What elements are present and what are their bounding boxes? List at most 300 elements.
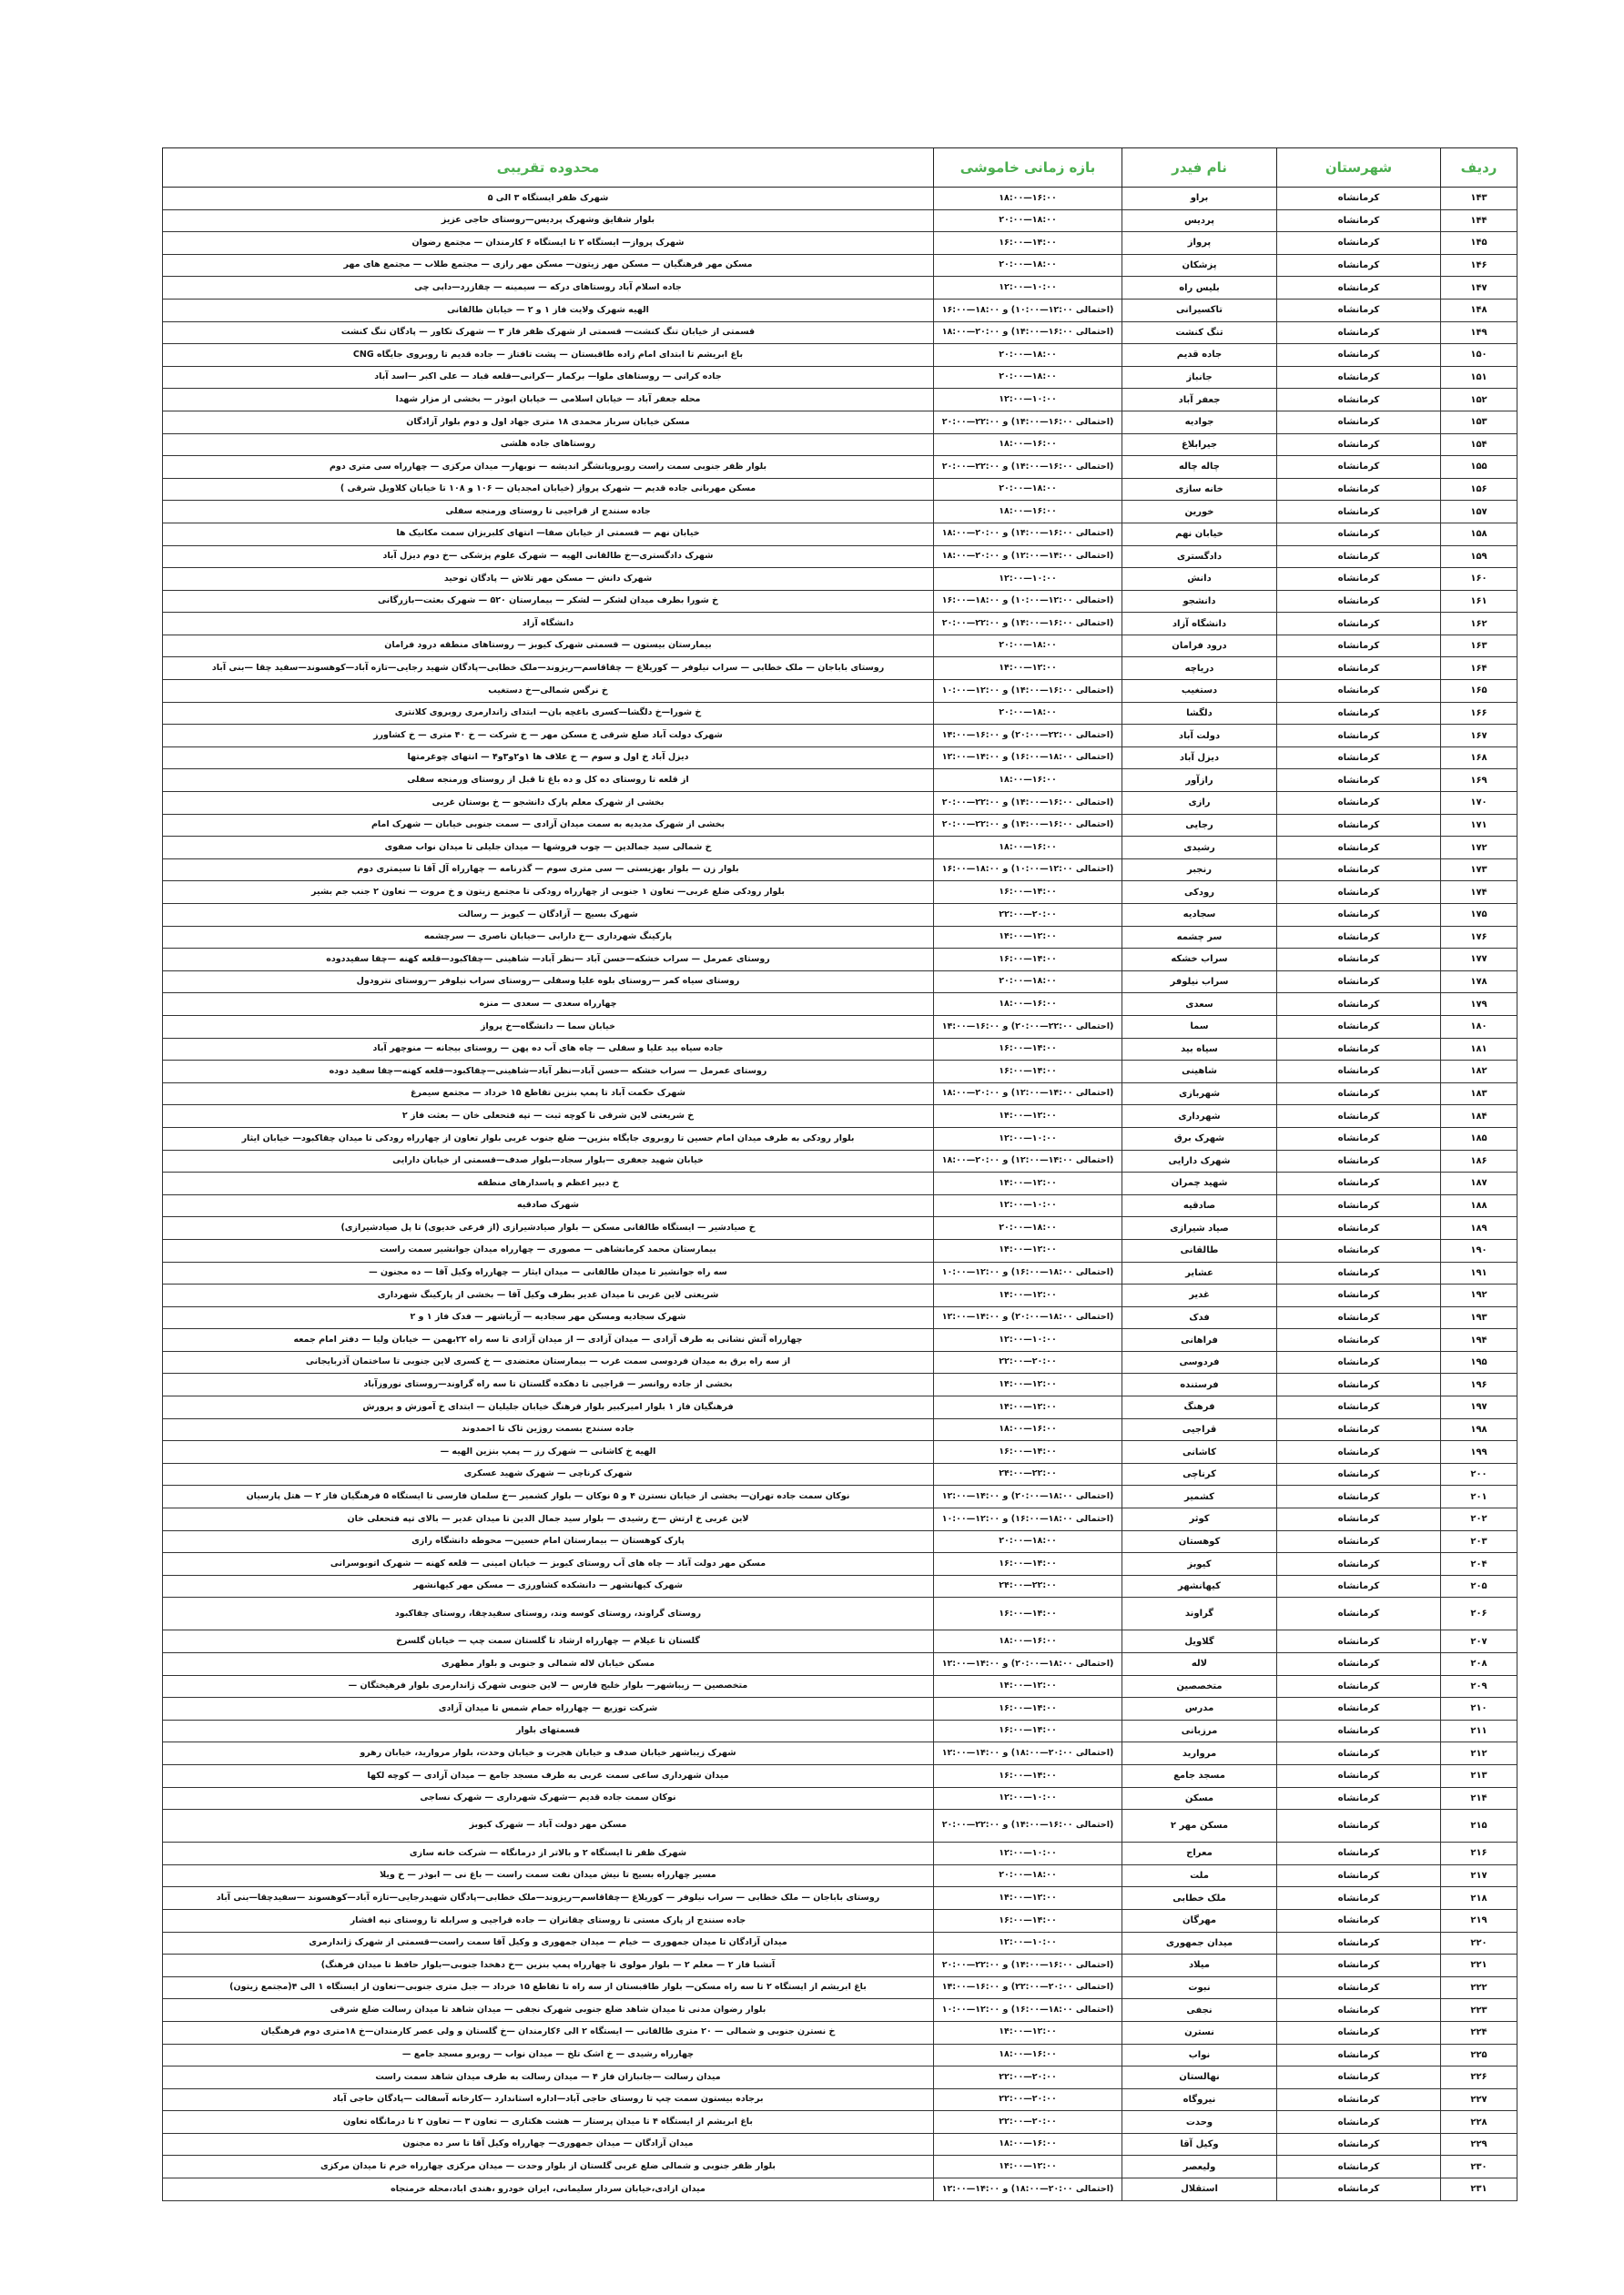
outage-window-cell: (احتمالی ۱۸:۰۰—۲۰:۰۰) و ۱۴:۰۰—۱۲:۰۰ (934, 1653, 1122, 1676)
area-cell: باغ ابریشم تا ابتدای امام زاده طاقبستان — پشت تافتاز — جاده قدیم تا روبروی جایگاه CNG (163, 344, 934, 367)
row-number-cell: ۱۹۳ (1441, 1306, 1517, 1329)
outage-window-cell: ۱۲:۰۰—۱۴:۰۰ (934, 926, 1122, 949)
city-cell: کرمانشاه (1277, 568, 1441, 591)
row-number-cell: ۲۰۴ (1441, 1553, 1517, 1576)
area-cell: متخصصین — زیباشهر— بلوار خلیج فارس — لاین جنوبی شهرک ژاندارمری بلوار فرهیختگان — (163, 1675, 934, 1698)
row-number-cell: ۱۷۷ (1441, 949, 1517, 971)
row-number-cell: ۲۲۰ (1441, 1932, 1517, 1955)
area-cell: شهرک ظفر ایستگاه ۳ الی ۵ (163, 188, 934, 210)
outage-window-cell: (احتمالی ۲۰:۰۰—۲۲:۰۰) و ۱۶:۰۰—۱۴:۰۰ (934, 1976, 1122, 1999)
row-number-cell: ۲۰۲ (1441, 1508, 1517, 1531)
city-cell: کرمانشاه (1277, 501, 1441, 523)
feeder-cell: شاهینی (1122, 1061, 1277, 1083)
area-cell: روستاهای جاده هلشی (163, 433, 934, 456)
city-cell: کرمانشاه (1277, 1396, 1441, 1419)
area-cell: جاده سنندج از پارک مستی تا روستای چقانران — جاده قراجیی و سرابله تا روستای نیه افشار (163, 1909, 934, 1932)
table-row (163, 568, 1517, 591)
area-cell: چهارراه آتش نشانی به طرف آزادی — میدان آزادی — از میدان آزادی تا سه راه ۲۲بهمن — خیابان ولیا — دفتر امام جمعه (163, 1329, 934, 1352)
area-cell: خیابان نهم — قسمتی از خیابان صفا— انتهای کلبریزان سمت مکانیک ها (163, 523, 934, 545)
outage-window-cell: (احتمالی ۱۶:۰۰—۱۴:۰۰) و ۲۲:۰۰—۲۰:۰۰ (934, 456, 1122, 479)
feeder-cell: غدیر (1122, 1285, 1277, 1307)
city-cell: کرمانشاه (1277, 1082, 1441, 1105)
outage-window-cell: ۲۰:۰۰—۲۲:۰۰ (934, 1351, 1122, 1374)
area-cell: خ شورا بطرف میدان لشکر — لشکر — بیمارستان ۵۲۰ — شهرک بعثت—بازرگانی (163, 590, 934, 613)
city-cell: کرمانشاه (1277, 254, 1441, 277)
area-cell: بلوار رودکی به طرف میدان امام حسین تا روبروی جایگاه بنزین— ضلع جنوب غربی بلوار تعاون از چهارراه رودکی تا میدان چقاکبود— خیابان ایثار (163, 1127, 934, 1150)
outage-window-cell: (احتمالی ۱۶:۰۰—۱۴:۰۰) و ۲۲:۰۰—۲۰:۰۰ (934, 792, 1122, 815)
area-cell: میدان آزادگان تا میدان جمهوری — خیام — میدان جمهوری و وکیل آقا سمت راست—قسمتی از شهرک ژاندارمری (163, 1932, 934, 1955)
outage-window-cell: ۱۰:۰۰—۱۲:۰۰ (934, 1843, 1122, 1865)
table-row (163, 970, 1517, 993)
city-cell: کرمانشاه (1277, 1329, 1441, 1352)
table-row (163, 814, 1517, 837)
row-number-cell: ۱۷۶ (1441, 926, 1517, 949)
table-row (163, 232, 1517, 255)
table-row (163, 1061, 1517, 1083)
city-cell: کرمانشاه (1277, 837, 1441, 859)
outage-window-cell: (احتمالی ۱۴:۰۰—۱۲:۰۰) و ۲۰:۰۰—۱۸:۰۰ (934, 545, 1122, 568)
outage-window-cell: ۱۸:۰۰—۲۰:۰۰ (934, 478, 1122, 501)
feeder-cell: صیاد شیرازی (1122, 1217, 1277, 1240)
city-cell: کرمانشاه (1277, 1262, 1441, 1285)
outage-window-cell: ۱۸:۰۰—۲۰:۰۰ (934, 254, 1122, 277)
feeder-cell: معراج (1122, 1843, 1277, 1865)
area-cell: نوکان سمت جاده تهران— بخشی از خیابان نسترن ۴ و ۵ نوکان — بلوار کشمیر —خ سلمان فارسی تا ایستگاه ۵ فرهنگیان فاز ۲ — هتل پارسیان (163, 1486, 934, 1508)
city-cell: کرمانشاه (1277, 523, 1441, 545)
area-cell: خ نسترن جنوبی و شمالی — ۲۰ متری طالقانی — ایستگاه ۲ الی ۶کارمندان —خ گلستان و ولی عصر کارمندان—خ ۱۸متری دوم فرهنگیان (163, 2021, 934, 2044)
row-number-cell: ۱۵۰ (1441, 344, 1517, 367)
feeder-cell: رنجبر (1122, 858, 1277, 881)
area-cell: قسمتی از خیابان تنگ کنشت— قسمتی از شهرک ظفر فاز ۳ — شهرک تکاور — پادگان تنگ کنشت (163, 321, 934, 344)
outage-schedule-table (162, 147, 1517, 2201)
table-row (163, 1553, 1517, 1576)
table-row (163, 1239, 1517, 1262)
area-cell: خ شریعتی لاین شرقی تا کوچه ثبت — تپه فتحعلی خان — بعثت فاز ۲ (163, 1105, 934, 1128)
feeder-cell: رازآور (1122, 769, 1277, 792)
outage-window-cell: ۱۸:۰۰—۲۰:۰۰ (934, 1530, 1122, 1553)
area-cell: خ صیادشیر — ایستگاه طالقانی مسکن — بلوار صیادشیرازی (از فرعی خدیوی) تا پل صیادشیرازی) (163, 1217, 934, 1240)
table-row (163, 1508, 1517, 1531)
area-cell: الهیه شهرک ولایت فاز ۱ و ۲ — خیابان طالقانی (163, 299, 934, 321)
table-row (163, 344, 1517, 367)
feeder-cell: قراجیی (1122, 1418, 1277, 1441)
city-cell: کرمانشاه (1277, 635, 1441, 657)
city-cell: کرمانشاه (1277, 2044, 1441, 2067)
outage-window-cell: ۱۰:۰۰—۱۲:۰۰ (934, 1787, 1122, 1810)
feeder-cell: دانش (1122, 568, 1277, 591)
feeder-cell: خیابان نهم (1122, 523, 1277, 545)
row-number-cell: ۲۰۰ (1441, 1463, 1517, 1486)
feeder-cell: شهرداری (1122, 1105, 1277, 1128)
city-cell: کرمانشاه (1277, 1351, 1441, 1374)
city-cell: کرمانشاه (1277, 702, 1441, 725)
city-cell: کرمانشاه (1277, 1720, 1441, 1742)
area-cell: روستای عمرمل — سراب خشکه —حسن آباد—نظر آباد—شاهینی—چقاکبود—قلعه کهنه—چقا سفید دوده (163, 1061, 934, 1083)
outage-window-cell: (احتمالی ۱۶:۰۰—۱۴:۰۰) و ۲۲:۰۰—۲۰:۰۰ (934, 411, 1122, 433)
city-cell: کرمانشاه (1277, 590, 1441, 613)
city-cell: کرمانشاه (1277, 1508, 1441, 1531)
outage-window-cell: ۱۸:۰۰—۲۰:۰۰ (934, 344, 1122, 367)
outage-window-cell: ۱۸:۰۰—۲۰:۰۰ (934, 1864, 1122, 1887)
outage-window-cell: ۱۰:۰۰—۱۲:۰۰ (934, 1329, 1122, 1352)
row-number-cell: ۱۵۶ (1441, 478, 1517, 501)
city-cell: کرمانشاه (1277, 456, 1441, 479)
outage-window-cell: (احتمالی ۱۴:۰۰—۱۲:۰۰) و ۲۰:۰۰—۱۸:۰۰ (934, 1150, 1122, 1173)
city-cell: کرمانشاه (1277, 1955, 1441, 1977)
table-row (163, 1262, 1517, 1285)
outage-window-cell: (احتمالی ۱۶:۰۰—۱۴:۰۰) و ۱۲:۰۰—۱۰:۰۰ (934, 680, 1122, 703)
outage-window-cell: (احتمالی ۲۲:۰۰—۲۰:۰۰) و ۱۶:۰۰—۱۴:۰۰ (934, 1015, 1122, 1038)
table-row (163, 1530, 1517, 1553)
outage-window-cell: ۱۸:۰۰—۲۰:۰۰ (934, 366, 1122, 389)
city-cell: کرمانشاه (1277, 209, 1441, 232)
row-number-cell: ۲۱۸ (1441, 1887, 1517, 1910)
row-number-cell: ۱۹۸ (1441, 1418, 1517, 1441)
row-number-cell: ۱۷۱ (1441, 814, 1517, 837)
row-number-cell: ۱۵۲ (1441, 389, 1517, 411)
area-cell: خ نرگس شمالی—خ دستغیب (163, 680, 934, 703)
outage-window-cell: ۱۶:۰۰—۱۸:۰۰ (934, 2133, 1122, 2156)
table-row (163, 680, 1517, 703)
city-cell: کرمانشاه (1277, 1038, 1441, 1061)
city-cell: کرمانشاه (1277, 993, 1441, 1016)
city-cell: کرمانشاه (1277, 613, 1441, 635)
area-cell: خیابان شهید جعفری —بلوار سجاد—بلوار صدف—قسمتی از خیابان دارایی (163, 1150, 934, 1173)
table-row (163, 2021, 1517, 2044)
city-cell: کرمانشاه (1277, 344, 1441, 367)
table-row (163, 254, 1517, 277)
feeder-cell: بلیس راه (1122, 277, 1277, 300)
feeder-cell: نواب (1122, 2044, 1277, 2067)
feeder-cell: کوثر (1122, 1508, 1277, 1531)
outage-window-cell: (احتمالی ۱۸:۰۰—۱۶:۰۰) و ۱۲:۰۰—۱۰:۰۰ (934, 1262, 1122, 1285)
row-number-cell: ۱۸۰ (1441, 1015, 1517, 1038)
outage-window-cell: ۱۲:۰۰—۱۴:۰۰ (934, 1887, 1122, 1910)
outage-window-cell: (احتمالی ۲۲:۰۰—۲۰:۰۰) و ۱۶:۰۰—۱۴:۰۰ (934, 725, 1122, 747)
area-cell: چهارراه سعدی — سعدی — منزه (163, 993, 934, 1016)
table-row (163, 2088, 1517, 2111)
area-cell: مسکن مهر دولت آباد — شهرک کیوبز (163, 1810, 934, 1843)
feeder-cell: کاشانی (1122, 1441, 1277, 1464)
row-number-cell: ۱۶۱ (1441, 590, 1517, 613)
table-row (163, 2111, 1517, 2134)
area-cell: روستای سیاه کمر —روستای بلوه علیا وسفلی —روستای سراب نیلوفر —روستای نترودول (163, 970, 934, 993)
outage-window-cell: (احتمالی ۱۸:۰۰—۲۰:۰۰) و ۱۴:۰۰—۱۲:۰۰ (934, 1486, 1122, 1508)
row-number-cell: ۲۰۳ (1441, 1530, 1517, 1553)
table-row (163, 1396, 1517, 1419)
outage-window-cell: ۱۴:۰۰—۱۶:۰۰ (934, 232, 1122, 255)
table-row (163, 366, 1517, 389)
area-cell: شهرک پرواز— ایستگاه ۲ تا ایستگاه ۶ کارمندان — مجتمع رضوان (163, 232, 934, 255)
area-cell: بیمارستان بیستون — قسمتی شهرک کیوبز — روستاهای منطقه درود فرامان (163, 635, 934, 657)
table-row (163, 1976, 1517, 1999)
outage-window-cell: ۱۸:۰۰—۲۰:۰۰ (934, 209, 1122, 232)
feeder-cell: مسجد جامع (1122, 1764, 1277, 1787)
city-cell: کرمانشاه (1277, 1764, 1441, 1787)
table-row (163, 2067, 1517, 2089)
city-cell: کرمانشاه (1277, 1194, 1441, 1217)
row-number-cell: ۱۷۲ (1441, 837, 1517, 859)
outage-window-cell: ۱۰:۰۰—۱۲:۰۰ (934, 568, 1122, 591)
feeder-cell: استقلال (1122, 2178, 1277, 2201)
city-cell: کرمانشاه (1277, 814, 1441, 837)
outage-window-cell: ۱۲:۰۰—۱۴:۰۰ (934, 2021, 1122, 2044)
table-row (163, 1127, 1517, 1150)
area-cell: میدان شهرداری ساعی سمت غربی به طرف مسجد جامع — میدان آزادی — کوچه لکها (163, 1764, 934, 1787)
outage-window-cell: ۱۰:۰۰—۱۲:۰۰ (934, 1127, 1122, 1150)
outage-window-cell: (احتمالی ۱۶:۰۰—۱۴:۰۰) و ۲۰:۰۰—۱۸:۰۰ (934, 321, 1122, 344)
outage-window-cell: ۱۸:۰۰—۲۰:۰۰ (934, 702, 1122, 725)
feeder-cell: پردیس (1122, 209, 1277, 232)
area-cell: جاده سنندج بسمت روژین تاک تا احمدوند (163, 1418, 934, 1441)
feeder-cell: کیوبز (1122, 1553, 1277, 1576)
row-number-cell: ۲۰۹ (1441, 1675, 1517, 1698)
row-number-cell: ۱۷۹ (1441, 993, 1517, 1016)
feeder-cell: جعفر آباد (1122, 389, 1277, 411)
feeder-cell: جیرابلاغ (1122, 433, 1277, 456)
area-cell: الهیه خ کاشانی — شهرک رز — پمپ بنزین الهیه — (163, 1441, 934, 1464)
area-cell: جاده سیاه بید علیا و سفلی — چاه های آب ده پهن — روستای بیجانه — منوچهر آباد (163, 1038, 934, 1061)
city-cell: کرمانشاه (1277, 277, 1441, 300)
outage-window-cell: ۱۰:۰۰—۱۲:۰۰ (934, 277, 1122, 300)
feeder-cell: دلگشا (1122, 702, 1277, 725)
row-number-cell: ۲۳۰ (1441, 2156, 1517, 2178)
row-number-cell: ۲۲۸ (1441, 2111, 1517, 2134)
outage-window-cell: ۱۴:۰۰—۱۶:۰۰ (934, 1553, 1122, 1576)
city-cell: کرمانشاه (1277, 1630, 1441, 1653)
city-cell: کرمانشاه (1277, 188, 1441, 210)
row-number-cell: ۱۵۹ (1441, 545, 1517, 568)
feeder-cell: رودکی (1122, 881, 1277, 904)
row-number-cell: ۲۲۷ (1441, 2088, 1517, 2111)
header-feeder: نام فیدر (1122, 148, 1277, 188)
city-cell: کرمانشاه (1277, 970, 1441, 993)
table-row (163, 1999, 1517, 2022)
area-cell: شهرک بسیج — آزادگان — کیوبز — رسالت (163, 904, 934, 927)
row-number-cell: ۱۹۱ (1441, 1262, 1517, 1285)
city-cell: کرمانشاه (1277, 1864, 1441, 1887)
outage-window-cell: ۱۴:۰۰—۱۶:۰۰ (934, 1061, 1122, 1083)
feeder-cell: کیهانشهر (1122, 1575, 1277, 1598)
table-row (163, 545, 1517, 568)
table-row (163, 1843, 1517, 1865)
city-cell: کرمانشاه (1277, 680, 1441, 703)
row-number-cell: ۲۲۲ (1441, 1976, 1517, 1999)
area-cell: از قلعه تا روستای ده کل و ده باغ تا قبل از روستای ورمنجه سفلی (163, 769, 934, 792)
table-row (163, 926, 1517, 949)
city-cell: کرمانشاه (1277, 1061, 1441, 1083)
city-cell: کرمانشاه (1277, 949, 1441, 971)
row-number-cell: ۱۸۷ (1441, 1173, 1517, 1195)
outage-window-cell: ۱۴:۰۰—۱۶:۰۰ (934, 949, 1122, 971)
outage-window-cell: ۱۰:۰۰—۱۲:۰۰ (934, 389, 1122, 411)
area-cell: روستای گراوند، روستای کوسه وند، روستای سفیدچقا، روستای چقاکبود (163, 1598, 934, 1630)
header-row-number: ردیف (1441, 148, 1517, 188)
city-cell: کرمانشاه (1277, 411, 1441, 433)
outage-window-cell: (احتمالی ۱۶:۰۰—۱۴:۰۰) و ۲۲:۰۰—۲۰:۰۰ (934, 1955, 1122, 1977)
outage-window-cell: ۱۶:۰۰—۱۸:۰۰ (934, 993, 1122, 1016)
outage-window-cell: ۲۰:۰۰—۲۲:۰۰ (934, 2088, 1122, 2111)
feeder-cell: صادقیه (1122, 1194, 1277, 1217)
row-number-cell: ۱۴۶ (1441, 254, 1517, 277)
outage-window-cell: ۱۴:۰۰—۱۶:۰۰ (934, 1698, 1122, 1721)
outage-window-cell: ۱۴:۰۰—۱۶:۰۰ (934, 1598, 1122, 1630)
area-cell: گلستان تا عیلام — چهارراه ارشاد تا گلستان سمت چپ — خیابان گلسرخ (163, 1630, 934, 1653)
feeder-cell: کرناچی (1122, 1463, 1277, 1486)
city-cell: کرمانشاه (1277, 904, 1441, 927)
feeder-cell: تنگ کنشت (1122, 321, 1277, 344)
table-row (163, 1486, 1517, 1508)
table-row (163, 613, 1517, 635)
row-number-cell: ۱۶۷ (1441, 725, 1517, 747)
area-cell: شهرک دانش — مسکن مهر تلاش — پادگان توحید (163, 568, 934, 591)
row-number-cell: ۱۸۶ (1441, 1150, 1517, 1173)
row-number-cell: ۱۵۱ (1441, 366, 1517, 389)
table-row (163, 1575, 1517, 1598)
row-number-cell: ۲۱۱ (1441, 1720, 1517, 1742)
area-cell: روستای باباجان — ملک خطابی — سراب نیلوفر — کوریلاغ —چقاقاسم—ریزوند—ملک خطابی—پادگان شهیدرجایی—تازه آباد—کوهسوند —سفیدچقا—بنی آباد (163, 1887, 934, 1910)
city-cell: کرمانشاه (1277, 2156, 1441, 2178)
outage-window-cell: (احتمالی ۱۶:۰۰—۱۴:۰۰) و ۲۲:۰۰—۲۰:۰۰ (934, 1810, 1122, 1843)
table-row (163, 277, 1517, 300)
table-row (163, 1441, 1517, 1464)
table-row (163, 590, 1517, 613)
table-row (163, 881, 1517, 904)
outage-window-cell: ۱۲:۰۰—۱۴:۰۰ (934, 1396, 1122, 1419)
row-number-cell: ۱۴۴ (1441, 209, 1517, 232)
row-number-cell: ۲۲۳ (1441, 1999, 1517, 2022)
feeder-cell: دریاچه (1122, 657, 1277, 680)
table-row (163, 858, 1517, 881)
outage-window-cell: (احتمالی ۱۶:۰۰—۱۴:۰۰) و ۲۰:۰۰—۱۸:۰۰ (934, 523, 1122, 545)
table-row (163, 1285, 1517, 1307)
table-row (163, 1675, 1517, 1698)
city-cell: کرمانشاه (1277, 2067, 1441, 2089)
city-cell: کرمانشاه (1277, 299, 1441, 321)
city-cell: کرمانشاه (1277, 1698, 1441, 1721)
feeder-cell: خورین (1122, 501, 1277, 523)
outage-window-cell: ۱۶:۰۰—۱۸:۰۰ (934, 188, 1122, 210)
outage-window-cell: (احتمالی ۱۶:۰۰—۱۴:۰۰) و ۲۲:۰۰—۲۰:۰۰ (934, 814, 1122, 837)
city-cell: کرمانشاه (1277, 1553, 1441, 1576)
area-cell: شهرک زیباشهر خیابان صدف و خیابان هجرت و خیابان وحدت، بلوار مروارید، خیابان رهرو (163, 1742, 934, 1765)
outage-window-cell: (احتمالی ۱۸:۰۰—۱۶:۰۰) و ۱۴:۰۰—۱۲:۰۰ (934, 746, 1122, 769)
table-row (163, 321, 1517, 344)
feeder-cell: فراهانی (1122, 1329, 1277, 1352)
city-cell: کرمانشاه (1277, 792, 1441, 815)
area-cell: شهرک دولت آباد ضلع شرقی خ مسکن مهر — خ شرکت — خ ۴۰ متری — خ کشاورز (163, 725, 934, 747)
city-cell: کرمانشاه (1277, 366, 1441, 389)
feeder-cell: لاله (1122, 1653, 1277, 1676)
row-number-cell: ۱۶۸ (1441, 746, 1517, 769)
outage-window-cell: ۱۴:۰۰—۱۶:۰۰ (934, 1720, 1122, 1742)
feeder-cell: نجفی (1122, 1999, 1277, 2022)
area-cell: بلوار ظفر جنوبی و شمالی ضلع غربی گلستان از بلوار وحدت — میدان مرکزی چهارراه خرم تا میدان مرکزی (163, 2156, 934, 2178)
feeder-cell: نسترن (1122, 2021, 1277, 2044)
table-row (163, 1810, 1517, 1843)
outage-window-cell: ۱۶:۰۰—۱۸:۰۰ (934, 1630, 1122, 1653)
feeder-cell: جوادیه (1122, 411, 1277, 433)
row-number-cell: ۲۰۱ (1441, 1486, 1517, 1508)
table-row (163, 433, 1517, 456)
feeder-cell: مسکن (1122, 1787, 1277, 1810)
area-cell: دیزل آباد خ اول و سوم — خ علاف ها ۱و۲و۳و۴ — انتهای چوغرمتها (163, 746, 934, 769)
city-cell: کرمانشاه (1277, 478, 1441, 501)
city-cell: کرمانشاه (1277, 1810, 1441, 1843)
feeder-cell: چاله چاله (1122, 456, 1277, 479)
area-cell: خیابان سما — دانشگاه—خ پرواز (163, 1015, 934, 1038)
city-cell: کرمانشاه (1277, 1932, 1441, 1955)
row-number-cell: ۱۴۵ (1441, 232, 1517, 255)
row-number-cell: ۲۰۶ (1441, 1598, 1517, 1630)
city-cell: کرمانشاه (1277, 1653, 1441, 1676)
city-cell: کرمانشاه (1277, 1441, 1441, 1464)
table-row (163, 1306, 1517, 1329)
area-cell: آتشبا فاز ۲ — معلم ۲ — بلوار مولوی تا چهارراه پمپ بنزین —خ دهخدا جنوبی—بلوار حافظ تا میدان فرهنگ) (163, 1955, 934, 1977)
row-number-cell: ۱۴۳ (1441, 188, 1517, 210)
area-cell: بلوار ظفر جنوبی سمت راست روبروبانشگر اندیشه — نوبهار— میدان مرکزی — چهارراه سی متری دوم (163, 456, 934, 479)
city-cell: کرمانشاه (1277, 1575, 1441, 1598)
row-number-cell: ۲۳۱ (1441, 2178, 1517, 2201)
city-cell: کرمانشاه (1277, 1463, 1441, 1486)
table-row (163, 769, 1517, 792)
area-cell: بلوار رضوان مدنی تا میدان شاهد ضلع جنوبی شهرک نجفی — میدان شاهد تا میدان رسالت ضلع شرقی (163, 1999, 934, 2022)
feeder-cell: درود فرامان (1122, 635, 1277, 657)
city-cell: کرمانشاه (1277, 1418, 1441, 1441)
area-cell: مسکن خیابان سرباز محمدی ۱۸ متری جهاد اول و دوم بلوار آزادگان (163, 411, 934, 433)
outage-window-cell: ۱۴:۰۰—۱۶:۰۰ (934, 1764, 1122, 1787)
city-cell: کرمانشاه (1277, 232, 1441, 255)
feeder-cell: مدرس (1122, 1698, 1277, 1721)
area-cell: پارکینگ شهرداری —خ دارابی —خیابان ناصری — سرچشمه (163, 926, 934, 949)
area-cell: مسکن خیابان لاله شمالی و جنوبی و بلوار مطهری (163, 1653, 934, 1676)
row-number-cell: ۲۱۷ (1441, 1864, 1517, 1887)
feeder-cell: دانشگاه آزاد (1122, 613, 1277, 635)
area-cell: برجاده بیستون سمت چپ تا روستای حاجی آباد—اداره استاندارد —کارخانه آسفالت —پادگان حاجی آباد (163, 2088, 934, 2111)
area-cell: شهرک ظفر تا ایستگاه ۲ و بالاتر از درمانگاه — شرکت خانه سازی (163, 1843, 934, 1865)
feeder-cell: کوهستان (1122, 1530, 1277, 1553)
table-row (163, 2133, 1517, 2156)
table-row (163, 2156, 1517, 2178)
feeder-cell: فدک (1122, 1306, 1277, 1329)
table-row (163, 1909, 1517, 1932)
table-row (163, 1374, 1517, 1396)
area-cell: شرکت توزیع — چهارراه حمام شمس تا میدان آزادی (163, 1698, 934, 1721)
area-cell: دانشگاه آزاد (163, 613, 934, 635)
table-row (163, 209, 1517, 232)
outage-window-cell: ۱۶:۰۰—۱۸:۰۰ (934, 837, 1122, 859)
row-number-cell: ۲۲۶ (1441, 2067, 1517, 2089)
outage-window-cell: ۱۶:۰۰—۱۸:۰۰ (934, 769, 1122, 792)
city-cell: کرمانشاه (1277, 1530, 1441, 1553)
row-number-cell: ۱۴۷ (1441, 277, 1517, 300)
feeder-cell: گلاویل (1122, 1630, 1277, 1653)
table-row (163, 2044, 1517, 2067)
feeder-cell: میدان جمهوری (1122, 1932, 1277, 1955)
city-cell: کرمانشاه (1277, 1742, 1441, 1765)
feeder-cell: رجایی (1122, 814, 1277, 837)
table-row (163, 478, 1517, 501)
outage-window-cell: (احتمالی ۱۸:۰۰—۱۶:۰۰) و ۱۲:۰۰—۱۰:۰۰ (934, 1999, 1122, 2022)
outage-window-cell: ۱۲:۰۰—۱۴:۰۰ (934, 1105, 1122, 1128)
outage-window-cell: ۱۲:۰۰—۱۴:۰۰ (934, 1239, 1122, 1262)
feeder-cell: شهرک دارایی (1122, 1150, 1277, 1173)
table-row (163, 746, 1517, 769)
feeder-cell: رشیدی (1122, 837, 1277, 859)
table-row (163, 1887, 1517, 1910)
row-number-cell: ۱۸۴ (1441, 1105, 1517, 1128)
row-number-cell: ۱۷۳ (1441, 858, 1517, 881)
